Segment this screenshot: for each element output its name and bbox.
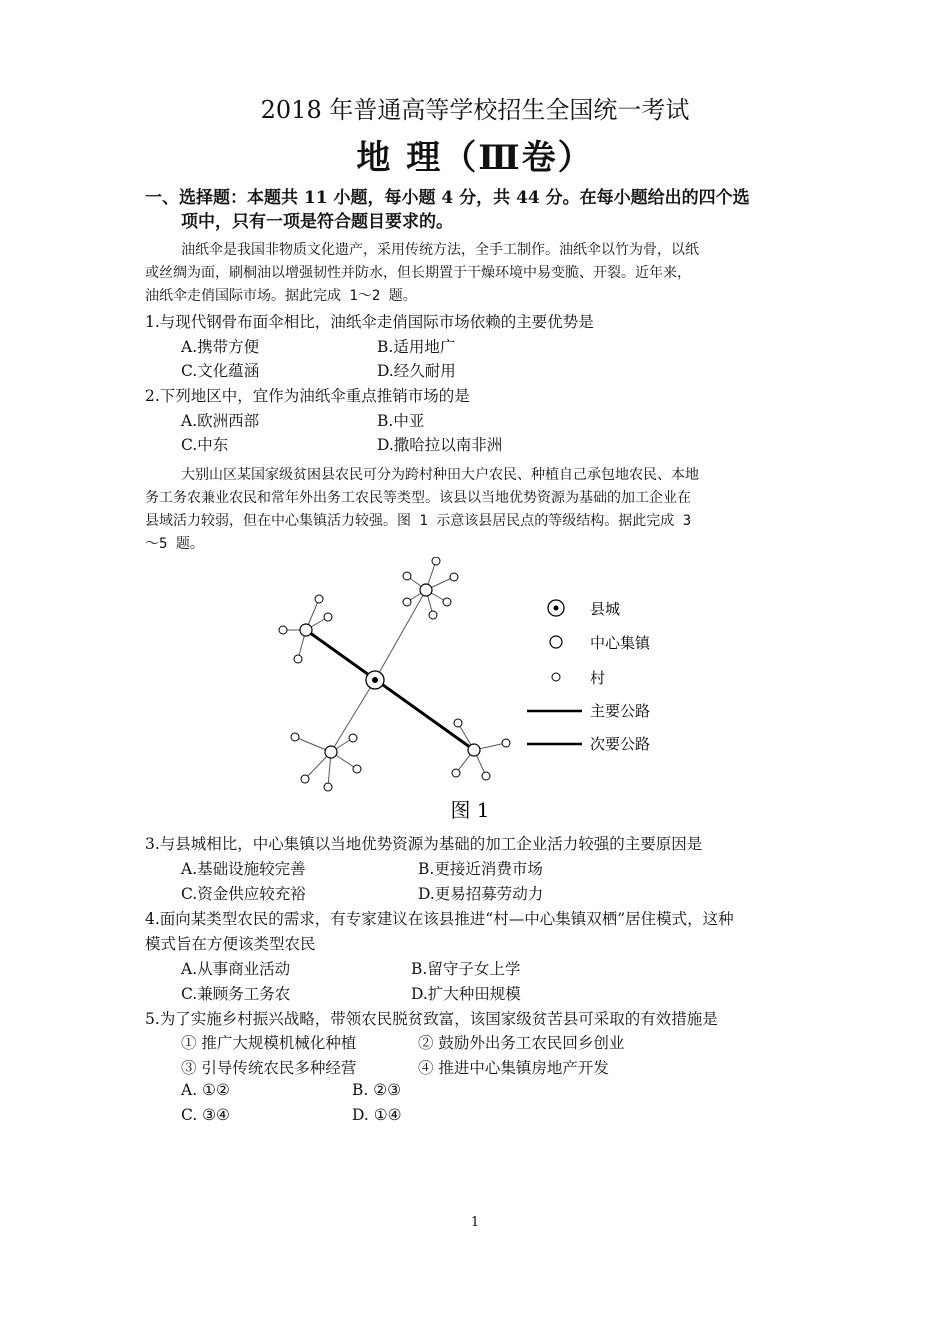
question-4-option-c[interactable]: C.兼顾务工务农 [181,985,291,1003]
passage1-line2: 或丝绸为面，刷桐油以增强韧性并防水，但长期置于干燥环境中易变脆、开裂。近年来， [145,265,691,281]
village-marker [349,734,357,742]
village-marker [403,572,411,580]
question-2-stem: 2.下列地区中，宜作为油纸伞重点推销市场的是 [145,387,470,405]
village-marker [315,595,323,603]
question-5-option-d[interactable]: D. ①④ [352,1106,402,1124]
village-marker [502,739,510,747]
page-number: 1 [470,1215,480,1230]
village-marker [291,733,299,741]
question-5-option-a[interactable]: A. ①② [181,1081,230,1099]
village-marker [429,611,437,619]
passage1-line3: 油纸伞走俏国际市场。据此完成 1～2 题。 [145,288,417,304]
village-marker [294,655,302,663]
question-2-option-c[interactable]: C.中东 [181,436,229,454]
legend-village-icon [552,673,560,681]
county-seat-dot [372,677,378,683]
question-4-option-d[interactable]: D.扩大种田规模 [411,985,521,1003]
question-3-option-b[interactable]: B.更接近消费市场 [418,860,543,878]
question-1-option-c[interactable]: C.文化蕴涵 [181,362,260,380]
question-5-option-c[interactable]: C. ③④ [181,1106,230,1124]
secondary-road [375,590,426,680]
town-marker [468,744,480,756]
question-4-stem: 4.面向某类型农民的需求，有专家建议在该县推进“村—中心集镇双栖”居住模式，这种 [145,910,734,928]
question-5-statement-4: ④ 推进中心集镇房地产开发 [418,1059,609,1077]
question-3-option-c[interactable]: C.资金供应较充裕 [181,885,306,903]
passage1-line1: 油纸伞是我国非物质文化遗产，采用传统方法，全手工制作。油纸伞以竹为骨，以纸 [181,242,699,258]
exam-title: 2018 年普通高等学校招生全国统一考试 [260,96,690,124]
passage2-line1: 大别山区某国家级贫困县农民可分为跨村种田大户农民、种植自己承包地农民、本地 [181,467,699,483]
legend-secondary-road-label: 次要公路 [590,735,651,753]
question-3-option-a[interactable]: A.基础设施较完善 [181,860,306,878]
town-marker [325,746,337,758]
village-marker [452,769,460,777]
question-1-option-d[interactable]: D.经久耐用 [377,362,456,380]
question-3-option-d[interactable]: D.更易招募劳动力 [418,885,544,903]
question-5-statement-1: ① 推广大规模机械化种植 [181,1034,357,1052]
question-4-stem-line2: 模式旨在方便该类型农民 [145,935,316,953]
question-5-statement-3: ③ 引导传统农民多种经营 [181,1059,357,1077]
village-marker [403,598,411,606]
question-1-option-a[interactable]: A.携带方便 [181,338,260,356]
section-heading-line1: 一、选择题：本题共 11 小题，每小题 4 分，共 44 分。在每小题给出的四个选 [145,188,750,208]
legend-county-label: 县城 [590,600,621,618]
legend-town-icon [550,636,562,648]
village-marker [432,557,440,565]
question-2-option-a[interactable]: A.欧洲西部 [181,412,260,430]
village-marker [450,573,458,581]
legend-town-label: 中心集镇 [590,634,651,652]
town-marker [300,624,312,636]
question-2-option-d[interactable]: D.撒哈拉以南非洲 [377,436,503,454]
village-marker [279,626,287,634]
main-road [306,630,474,750]
village-marker [482,772,490,780]
village-marker [353,765,361,773]
question-5-statement-2: ② 鼓励外出务工农民回乡创业 [418,1034,625,1052]
legend-village-label: 村 [590,669,606,687]
village-marker [454,719,462,727]
section-heading-line2: 项中，只有一项是符合题目要求的。 [181,212,453,232]
question-4-option-b[interactable]: B.留守子女上学 [411,960,521,978]
passage2-line4: ～5 题。 [145,536,204,552]
figure-caption: 图 1 [450,798,490,822]
town-marker [420,584,432,596]
question-3-stem: 3.与县城相比，中心集镇以当地优势资源为基础的加工企业活力较强的主要原因是 [145,835,703,853]
passage2-line3: 县域活力较弱，但在中心集镇活力较强。图 1 示意该县居民点的等级结构。据此完成 3 [145,513,692,529]
question-4-option-a[interactable]: A.从事商业活动 [181,960,291,978]
village-marker [301,775,309,783]
legend-main-road-label: 主要公路 [590,702,651,720]
village-marker [443,598,451,606]
question-1-option-b[interactable]: B.适用地广 [377,338,456,356]
village-marker [324,783,332,791]
village-marker [324,613,332,621]
settlement-hierarchy-figure [260,557,680,832]
legend [527,600,651,753]
passage2-line2: 务工务农兼业农民和常年外出务工农民等类型。该县以当地优势资源为基础的加工企业在 [145,490,691,506]
question-5-stem: 5.为了实施乡村振兴战略，带领农民脱贫致富，该国家级贫苦县可采取的有效措施是 [145,1010,718,1028]
question-1-stem: 1.与现代钢骨布面伞相比，油纸伞走俏国际市场依赖的主要优势是 [145,313,594,331]
question-5-option-b[interactable]: B. ②③ [352,1081,402,1099]
subject-title: 地 理（Ⅲ卷） [356,138,594,178]
question-2-option-b[interactable]: B.中亚 [377,412,425,430]
